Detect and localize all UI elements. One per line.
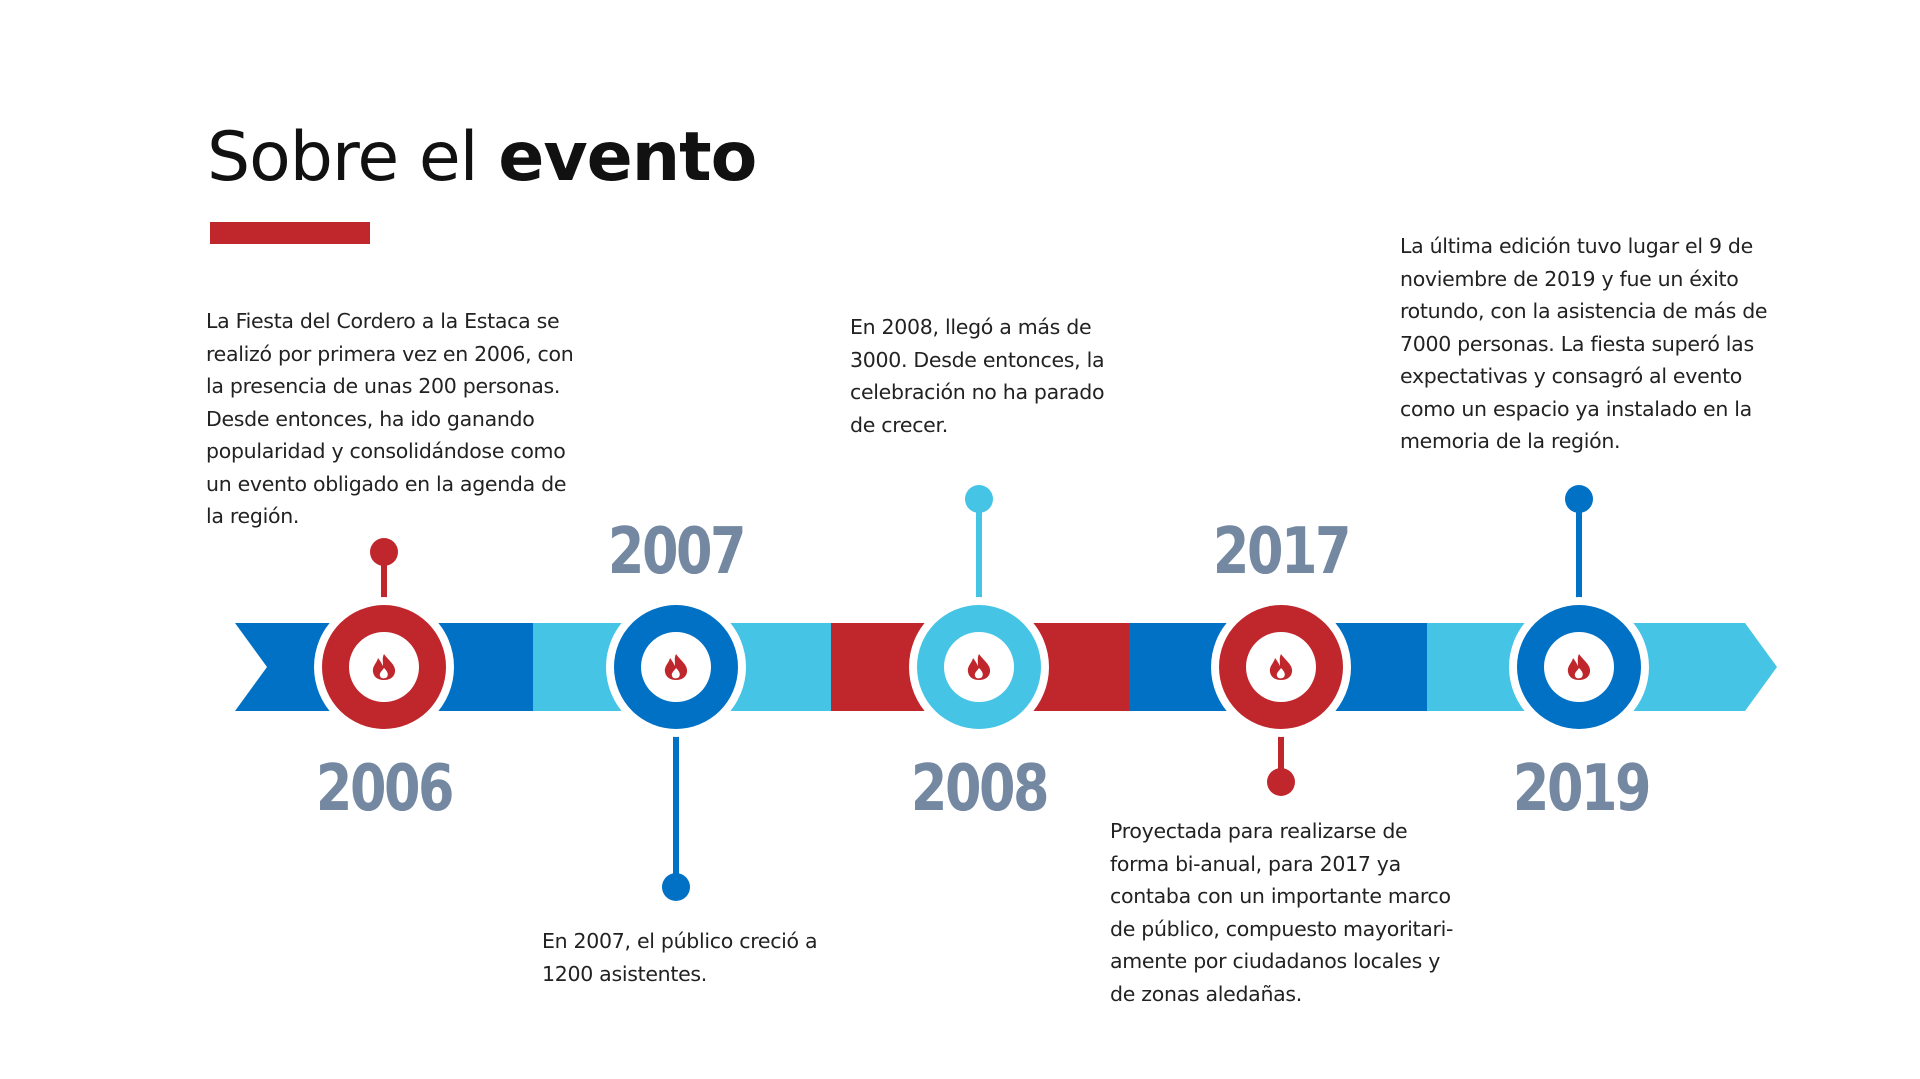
connector-dot (1565, 485, 1593, 513)
year-label-2017: 2017 (1212, 515, 1350, 589)
text-line: 3000. Desde entonces, la (850, 347, 1105, 372)
year-label-2007: 2007 (607, 515, 745, 589)
connector-dot (965, 485, 993, 513)
milestone-description-2006 (206, 305, 573, 533)
text-line: como un espacio ya instalado en la (1400, 396, 1752, 421)
text-line: la región. (206, 504, 300, 528)
text-line: noviembre de 2019 y fue un éxito (1400, 266, 1739, 291)
milestone-description-2017 (1110, 815, 1453, 1010)
text-line: contaba con un importante marco (1110, 884, 1451, 908)
milestone-description-2008 (850, 311, 1104, 441)
text-line: 7000 personas. La fiesta superó las (1400, 331, 1754, 356)
text-line: rotundo, con la asistencia de más de (1400, 299, 1768, 323)
text-line: realizó por primera vez en 2006, con (206, 341, 574, 366)
year-label-2006: 2006 (315, 752, 453, 826)
text-line: En 2008, llegó a más de (850, 315, 1092, 339)
text-line: un evento obligado en la agenda de (206, 471, 567, 496)
title-bold: evento (498, 118, 757, 197)
text-line: En 2007, el público creció a (542, 929, 818, 953)
text-line: de zonas aledañas. (1110, 981, 1302, 1006)
title-regular: Sobre el (207, 118, 499, 197)
connector-dot (370, 538, 398, 566)
text-line: memoria de la región. (1400, 429, 1621, 453)
text-line: Proyectada para realizarse de (1110, 819, 1408, 843)
text-line: 1200 asistentes. (542, 961, 707, 986)
year-label-2008: 2008 (910, 752, 1048, 826)
text-line: popularidad y consolidándose como (206, 439, 566, 463)
milestone-description-2019 (1400, 230, 1767, 458)
connector-dot (662, 873, 690, 901)
text-line: celebración no ha parado (850, 380, 1105, 404)
text-line: la presencia de unas 200 personas. (206, 374, 561, 398)
milestone-description-2007 (542, 925, 817, 990)
connector-dot (1267, 768, 1295, 796)
text-line: de público, compuesto mayoritari- (1110, 916, 1454, 941)
text-line: amente por ciudadanos locales y (1110, 949, 1441, 973)
text-line: La Fiesta del Cordero a la Estaca se (206, 309, 560, 333)
text-line: forma bi-anual, para 2017 ya (1110, 851, 1401, 876)
text-line: expectativas y consagró al evento (1400, 364, 1743, 388)
text-line: La última edición tuvo lugar el 9 de (1400, 234, 1753, 258)
text-line: Desde entonces, ha ido ganando (206, 406, 535, 431)
text-line: de crecer. (850, 412, 948, 437)
year-label-2019: 2019 (1512, 752, 1650, 826)
